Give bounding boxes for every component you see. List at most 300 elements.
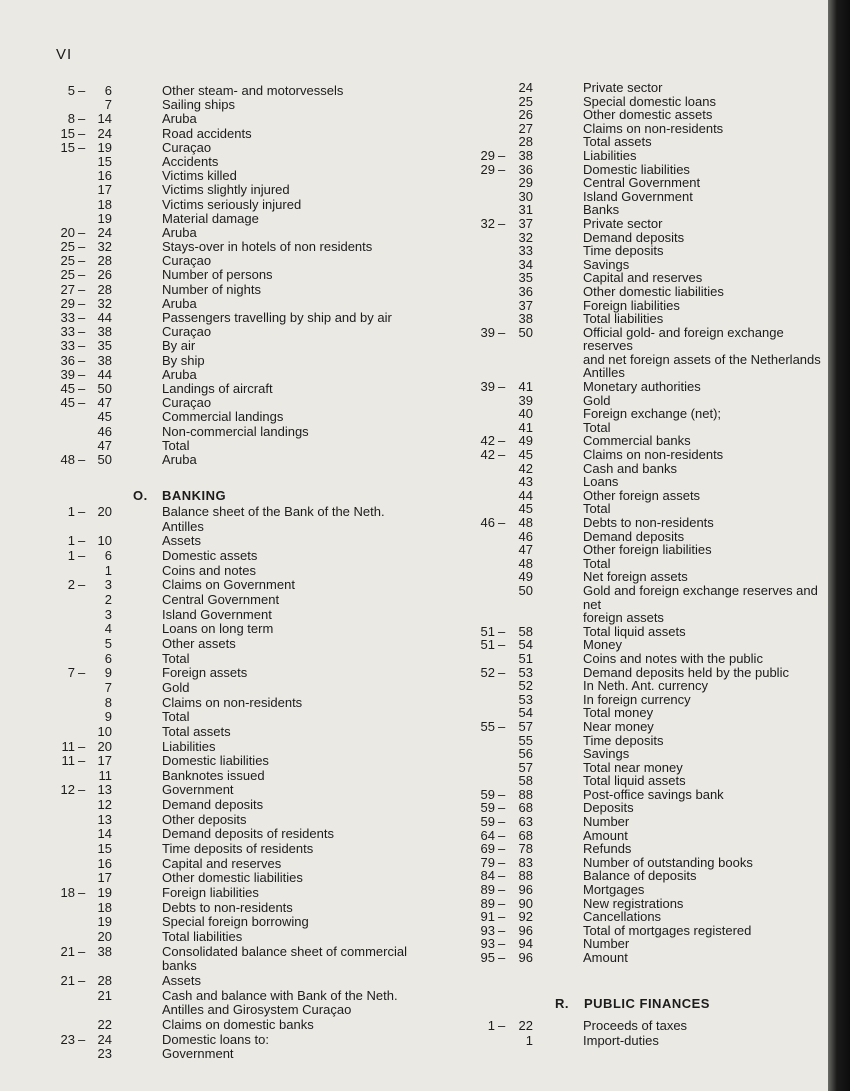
table-entry (0, 434, 828, 448)
table-title: Balance of deposits (583, 868, 697, 884)
table-range-end: 7 (104, 679, 112, 695)
table-entry (0, 1033, 828, 1048)
table-entry (0, 910, 828, 924)
table-range-end: 53 (518, 691, 533, 707)
table-title: Capital and reserves (583, 270, 703, 286)
table-range-start: 89 (480, 895, 495, 911)
table-range-start: 52 (480, 664, 495, 680)
table-range-end: 94 (518, 936, 533, 952)
table-entry (0, 924, 828, 938)
table-entry (0, 326, 828, 353)
table-title: Central Government (583, 175, 701, 191)
table-range-end: 46 (518, 528, 533, 544)
table-entry (0, 584, 828, 611)
table-entry (0, 951, 828, 965)
table-range-end: 20 (97, 738, 112, 754)
table-range-end: 24 (518, 80, 533, 95)
table-range-end: 47 (97, 395, 112, 411)
table-entry (0, 281, 828, 299)
table-title: Demand deposits of residents (162, 826, 334, 842)
table-title: Savings (583, 746, 630, 762)
table-range-start: 36 (60, 352, 75, 368)
table-title: Antilles (162, 518, 204, 534)
table-range-start: 20 (60, 224, 75, 240)
table-range-start: 15 (60, 125, 75, 141)
range-dash: – (498, 854, 506, 870)
table-title: Total money (583, 705, 654, 721)
range-dash: – (498, 895, 506, 911)
table-title: Domestic liabilities (583, 161, 690, 177)
range-dash: – (78, 504, 86, 519)
table-range-end: 19 (97, 210, 112, 226)
table-range-end: 1 (525, 1033, 533, 1048)
table-range-end: 47 (97, 437, 112, 453)
table-title: Post-office savings bank (583, 786, 724, 802)
table-range-end: 28 (97, 253, 112, 269)
table-range-end: 6 (104, 650, 112, 666)
table-range-end: 44 (97, 366, 112, 382)
table-range-end: 16 (97, 855, 112, 871)
table-entry (0, 295, 828, 313)
range-dash: – (498, 433, 506, 449)
range-dash: – (498, 515, 506, 530)
range-dash: – (498, 637, 506, 653)
table-title: Demand deposits (583, 528, 685, 544)
table-entry (0, 203, 828, 217)
range-dash: – (78, 380, 86, 396)
table-title: Material damage (162, 210, 259, 226)
table-entry (0, 570, 828, 584)
table-entry (0, 543, 828, 557)
table-title: Aruba (162, 295, 197, 311)
table-range-end: 36 (518, 283, 533, 299)
table-range-start: 55 (480, 718, 495, 734)
table-range-end: 19 (97, 139, 112, 155)
table-range-start: 42 (480, 447, 495, 463)
table-title: Time deposits of residents (162, 841, 314, 857)
table-entry (0, 392, 828, 411)
range-dash: – (498, 882, 506, 898)
table-range-start: 29 (480, 161, 495, 177)
range-dash: – (498, 447, 506, 463)
table-range-start: 25 (60, 267, 75, 283)
table-range-start: 2 (67, 577, 75, 593)
range-dash: – (78, 973, 86, 988)
table-title: Private sector (583, 80, 663, 95)
page-binding-edge (828, 0, 850, 1091)
table-entry (0, 1003, 470, 1018)
table-range-start: 27 (60, 281, 75, 297)
table-range-start: 39 (480, 324, 495, 340)
table-range-end: 58 (518, 773, 533, 789)
table-title: Stays-over in hotels of non residents (162, 239, 373, 255)
table-range-end: 25 (518, 93, 533, 109)
table-range-end: 11 (98, 767, 112, 783)
table-title: Total near money (583, 759, 683, 775)
table-list-right (0, 81, 828, 965)
table-range-start: 15 (60, 139, 75, 155)
range-dash: – (78, 665, 86, 681)
table-range-end: 32 (518, 229, 533, 245)
range-dash: – (78, 239, 86, 255)
table-title: Proceeds of taxes (583, 1018, 688, 1033)
table-entry (0, 489, 828, 503)
table-range-end: 78 (518, 841, 533, 857)
table-range-end: 88 (518, 868, 533, 884)
table-range-end: 50 (518, 582, 533, 598)
table-range-start: 59 (480, 814, 495, 830)
table-entry (0, 693, 828, 707)
table-title: Total (162, 437, 190, 453)
table-range-end: 35 (97, 338, 112, 354)
table-title: New registrations (583, 895, 684, 911)
table-entry (0, 135, 828, 149)
table-range-end: 37 (518, 297, 533, 313)
table-range-end: 41 (518, 379, 533, 395)
range-dash: – (498, 868, 506, 884)
table-title: Demand deposits (583, 229, 685, 245)
table-range-end: 15 (97, 153, 112, 169)
table-range-start: 1 (487, 1018, 495, 1033)
table-title: foreign assets (583, 610, 664, 626)
table-range-end: 21 (97, 987, 112, 1003)
table-title: Claims on domestic banks (162, 1016, 314, 1032)
table-range-end: 96 (518, 882, 533, 898)
table-range-start: 84 (480, 868, 495, 884)
table-title: Loans (583, 474, 619, 490)
table-range-end: 44 (97, 310, 112, 325)
table-range-start: 91 (480, 909, 495, 925)
table-range-end: 1 (104, 562, 112, 578)
table-entry (0, 380, 828, 394)
table-range-start: 12 (60, 782, 75, 798)
table-range-start: 42 (480, 433, 495, 449)
table-range-end: 40 (518, 406, 533, 422)
table-title: Total (162, 709, 190, 725)
table-range-start: 79 (480, 854, 495, 870)
table-title: Passengers travelling by ship and by air (162, 310, 392, 325)
table-range-start: 39 (480, 379, 495, 395)
table-entry (0, 516, 828, 530)
table-entry (0, 217, 828, 231)
table-range-end: 45 (97, 409, 112, 425)
table-range-end: 68 (518, 827, 533, 843)
table-range-end: 38 (518, 147, 533, 163)
table-title: Government (162, 1046, 234, 1062)
table-title: Debts to non-residents (162, 899, 293, 915)
table-range-end: 38 (97, 352, 112, 368)
range-dash: – (78, 577, 86, 593)
table-title: By ship (162, 352, 205, 368)
range-dash: – (78, 451, 86, 467)
table-title: Aruba (162, 366, 197, 382)
table-title: Number of persons (162, 267, 273, 283)
table-range-start: 1 (67, 533, 75, 549)
table-title: Foreign liabilities (583, 297, 680, 313)
table-title: Total (583, 501, 611, 517)
table-range-end: 13 (97, 782, 112, 798)
table-title: Other foreign liabilities (583, 542, 712, 558)
table-title: Total assets (162, 723, 231, 739)
range-dash: – (78, 395, 86, 411)
range-dash: – (498, 664, 506, 680)
table-title: Other steam- and motorvessels (162, 83, 344, 98)
table-title: Money (583, 637, 623, 653)
table-range-end: 57 (518, 759, 533, 775)
table-range-end: 96 (518, 922, 533, 938)
table-range-end: 56 (518, 746, 533, 762)
table-title: Total of mortgages registered (583, 922, 752, 938)
table-range-end: 20 (97, 929, 112, 945)
range-dash: – (78, 111, 86, 127)
table-title: Foreign liabilities (162, 885, 259, 901)
table-title: Time deposits (583, 732, 664, 748)
table-entry (0, 258, 828, 272)
table-title: Balance sheet of the Bank of the Neth. (162, 504, 385, 519)
table-entry (0, 666, 828, 680)
table-title: Other domestic assets (583, 107, 713, 123)
table-range-end: 9 (104, 665, 112, 681)
table-title: Assets (162, 533, 202, 549)
table-title: Total liquid assets (583, 773, 686, 789)
table-range-end: 14 (97, 826, 112, 842)
table-title: Deposits (583, 800, 634, 816)
range-dash: – (498, 147, 506, 163)
table-range-end: 55 (518, 732, 533, 748)
range-dash: – (78, 295, 86, 311)
table-title: Government (162, 782, 234, 798)
table-entry (0, 530, 828, 544)
range-dash: – (78, 753, 86, 769)
table-range-end: 48 (518, 555, 533, 571)
table-range-end: 44 (518, 487, 533, 503)
table-title: Special domestic loans (583, 93, 716, 109)
table-range-start: 29 (60, 295, 75, 311)
table-range-end: 38 (97, 943, 112, 959)
table-title: Total (162, 650, 190, 666)
table-range-start: 18 (60, 885, 75, 901)
table-title: Amount (583, 950, 628, 965)
table-range-end: 3 (104, 606, 112, 622)
table-entry (0, 635, 828, 653)
range-dash: – (498, 909, 506, 925)
table-title: Claims on non-residents (162, 694, 303, 710)
table-range-end: 49 (518, 569, 533, 585)
table-entry (0, 366, 828, 380)
range-dash: – (498, 1018, 506, 1033)
table-title: Coins and notes (162, 562, 256, 578)
table-title: Private sector (583, 215, 663, 231)
table-title: Net foreign assets (583, 569, 688, 585)
table-range-start: 1 (67, 547, 75, 563)
table-title: Near money (583, 718, 654, 734)
table-title: Non-commercial landings (162, 423, 309, 439)
table-range-end: 47 (518, 542, 533, 558)
table-entry (0, 1018, 828, 1033)
range-dash: – (498, 922, 506, 938)
table-range-start: 1 (67, 504, 75, 519)
table-range-end: 30 (518, 188, 533, 204)
table-entry (0, 897, 828, 911)
table-title: Import-duties (583, 1033, 659, 1048)
table-range-start: 64 (480, 827, 495, 843)
table-range-end: 18 (97, 899, 112, 915)
table-title: Demand deposits (162, 797, 264, 813)
table-range-end: 29 (518, 175, 533, 191)
table-range-end: 26 (97, 267, 112, 283)
table-entry (0, 761, 828, 775)
table-title: Time deposits (583, 243, 664, 259)
table-title: Victims killed (162, 168, 237, 184)
table-range-start: 93 (480, 936, 495, 952)
range-dash: – (78, 533, 86, 549)
table-title: Total (583, 419, 611, 435)
table-range-end: 8 (104, 694, 112, 710)
table-entry (0, 108, 828, 122)
range-dash: – (498, 786, 506, 802)
table-range-start: 11 (61, 738, 75, 754)
range-dash: – (78, 324, 86, 340)
table-range-end: 49 (518, 433, 533, 449)
table-range-end: 26 (518, 107, 533, 123)
table-entry (0, 747, 828, 761)
table-range-start: 21 (60, 943, 75, 959)
table-title: Claims on non-residents (583, 447, 724, 463)
table-title: Claims on Government (162, 577, 295, 593)
range-dash: – (78, 352, 86, 368)
table-title: Other domestic liabilities (583, 283, 724, 299)
table-range-start: 69 (480, 841, 495, 857)
section-title: BANKING (162, 488, 227, 503)
table-range-start: 23 (60, 1031, 75, 1047)
table-range-end: 2 (104, 591, 112, 607)
table-entry (0, 557, 828, 571)
table-range-end: 13 (97, 811, 112, 827)
range-dash: – (78, 738, 86, 754)
table-range-end: 50 (518, 324, 533, 340)
table-entry (0, 625, 828, 639)
range-dash: – (78, 139, 86, 155)
table-title: Total liquid assets (583, 623, 686, 639)
range-dash: – (78, 1031, 86, 1047)
table-range-end: 20 (97, 504, 112, 519)
table-title: Domestic liabilities (162, 753, 269, 769)
table-range-end: 34 (518, 256, 533, 272)
table-range-end: 58 (518, 623, 533, 639)
table-range-start: 51 (480, 637, 495, 653)
table-entry (0, 706, 828, 720)
table-title: Assets (162, 973, 202, 988)
range-dash: – (498, 379, 506, 395)
table-entry (0, 502, 828, 516)
table-range-end: 68 (518, 800, 533, 816)
table-range-end: 6 (104, 83, 112, 98)
range-dash: – (78, 224, 86, 240)
table-range-end: 17 (97, 182, 112, 198)
table-entry (0, 462, 828, 476)
table-title: Other foreign assets (583, 487, 701, 503)
table-range-end: 37 (518, 215, 533, 231)
table-entry (0, 95, 828, 109)
table-title: Commercial landings (162, 409, 284, 425)
table-range-start: 8 (67, 111, 75, 127)
table-range-end: 17 (97, 870, 112, 886)
table-title: Victims seriously injured (162, 196, 302, 212)
table-entry (0, 81, 828, 95)
table-title: Island Government (162, 606, 272, 622)
page-number: VI (56, 46, 73, 63)
table-title: Number of outstanding books (583, 854, 753, 870)
table-range-end: 27 (518, 120, 533, 136)
table-title: Antilles (583, 365, 625, 381)
section-letter: R. (555, 996, 569, 1011)
table-range-end: 96 (518, 950, 533, 965)
table-range-end: 5 (104, 635, 112, 651)
table-range-end: 9 (104, 709, 112, 725)
table-range-end: 19 (97, 914, 112, 930)
range-dash: – (498, 936, 506, 952)
table-entry (0, 407, 828, 421)
table-range-end: 41 (518, 419, 533, 435)
table-range-end: 50 (97, 451, 112, 467)
table-range-end: 6 (104, 547, 112, 563)
table-title: Foreign assets (162, 665, 248, 681)
table-range-start: 33 (60, 324, 75, 340)
section-letter: O. (133, 488, 148, 503)
table-title: Total (583, 555, 611, 571)
table-entry (0, 856, 828, 870)
table-range-end: 7 (104, 97, 112, 113)
table-range-end: 24 (97, 125, 112, 141)
table-title: Number (583, 814, 630, 830)
table-title: Island Government (583, 188, 693, 204)
table-title: Amount (583, 827, 628, 843)
table-title: Special foreign borrowing (162, 914, 309, 930)
table-entry (0, 974, 470, 989)
table-range-start: 11 (61, 753, 75, 769)
table-entry (0, 448, 828, 462)
table-range-end: 33 (518, 243, 533, 259)
table-range-end: 4 (104, 621, 112, 637)
table-title: Loans on long term (162, 621, 274, 637)
table-title: Total liabilities (162, 929, 243, 945)
table-range-end: 46 (97, 423, 112, 439)
table-entry (0, 801, 828, 815)
table-range-end: 16 (97, 168, 112, 184)
table-range-end: 19 (97, 885, 112, 901)
table-range-end: 88 (518, 786, 533, 802)
table-entry (0, 149, 828, 163)
table-title: Curaçao (162, 253, 212, 269)
range-dash: – (78, 253, 86, 269)
table-entry (0, 842, 828, 856)
table-title: Refunds (583, 841, 632, 857)
table-title: Accidents (162, 153, 219, 169)
table-entry (0, 421, 828, 435)
table-title: Other deposits (162, 811, 247, 827)
table-range-end: 45 (518, 501, 533, 517)
table-entry (0, 176, 828, 190)
table-range-end: 24 (97, 1031, 112, 1047)
table-entry (0, 271, 828, 285)
range-dash: – (498, 841, 506, 857)
table-title: Claims on non-residents (583, 120, 724, 136)
table-entry (0, 163, 828, 177)
table-range-end: 36 (518, 161, 533, 177)
table-range-end: 43 (518, 474, 533, 490)
table-title: Gold and foreign exchange reserves and net (583, 582, 818, 612)
table-title: Curaçao (162, 324, 212, 340)
